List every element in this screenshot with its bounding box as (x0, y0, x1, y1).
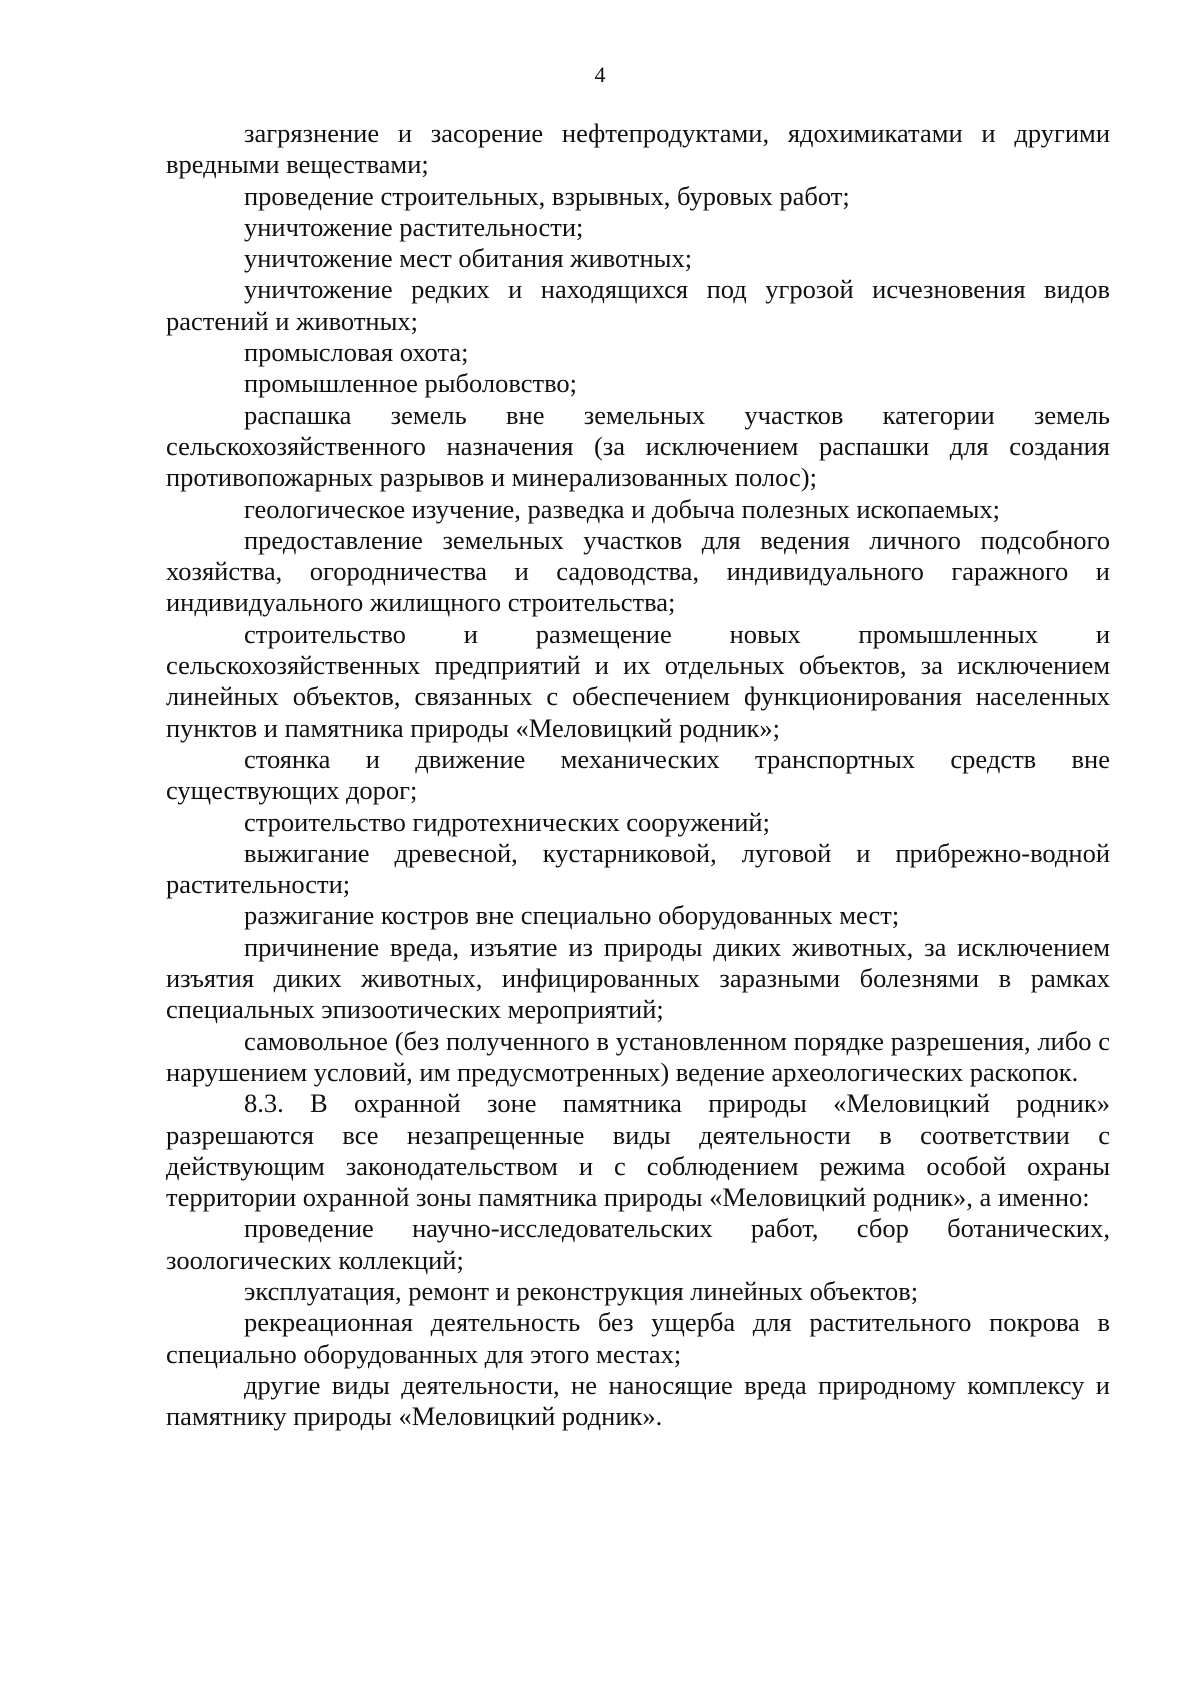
page-number: 4 (594, 62, 606, 87)
paragraph-fishing: промышленное рыболовство; (244, 368, 578, 399)
paragraph-bonfires: разжигание костров вне специально оборудованных мест; (244, 900, 900, 931)
document-body (166, 118, 1110, 1432)
paragraph-rare-species: уничтожение редких и находящихся под угрозой исчезновения видов растений и животных; (166, 274, 1110, 336)
paragraph-vegetation-destruction: уничтожение растительности; (244, 211, 584, 242)
paragraph-land-allocation: предоставление земельных участков для ведения личного подсобного хозяйства, огородничества и садоводства, индивидуального гаражного и индивидуального жилищного строительства; (166, 524, 1110, 618)
paragraph-construction-works: проведение строительных, взрывных, буровых работ; (244, 180, 850, 211)
paragraph-research: проведение научно-исследовательских работ, сбор ботанических, зоологических коллекций; (166, 1213, 1110, 1275)
paragraph-ploughing: распашка земель вне земельных участков категории земель сельскохозяйственного назначения (за исключением распашки для создания противопожарных разрывов и минерализованных полос); (166, 399, 1110, 493)
paragraph-excavations: самовольное (без полученного в установленном порядке разрешения, либо с нарушением условий, им предусмотренных) ведение археологических раскопок. (166, 1025, 1110, 1087)
paragraph-wildlife-harm: причинение вреда, изъятие из природы диких животных, за исключением изъятия диких животных, инфицированных заразными болезнями в рамках специальных эпизоотических мероприятий; (166, 931, 1110, 1025)
paragraph-linear-objects: эксплуатация, ремонт и реконструкция линейных объектов; (244, 1275, 919, 1306)
paragraph-pollution: загрязнение и засорение нефтепродуктами, ядохимикатами и другими вредными веществами; (166, 118, 1110, 180)
paragraph-other-activities: другие виды деятельности, не наносящие вреда природному комплексу и памятнику природы «Меловицкий родник». (166, 1369, 1110, 1432)
paragraph-new-enterprises: строительство и размещение новых промышленных и сельскохозяйственных предприятий и их отдельных объектов, за исключением линейных объектов, связанных с обеспечением функционирования населенных пунктов и памятника природы «Меловицкий родник»; (166, 618, 1110, 743)
paragraph-section-8-3: 8.3. В охранной зоне памятника природы «Меловицкий родник» разрешаются все незапрещенные виды деятельности в соответствии с действующим законодательством и с соблюдением режима особой охраны территории охранной зоны памятника природы «Меловицкий родник», а именно: (166, 1088, 1110, 1213)
paragraph-geology: геологическое изучение, разведка и добыча полезных ископаемых; (244, 493, 1000, 524)
paragraph-recreation: рекреационная деятельность без ущерба для растительного покрова в специально оборудованных для этого местах; (166, 1307, 1110, 1369)
paragraph-hunting: промысловая охота; (244, 337, 469, 368)
paragraph-hydro-structures: строительство гидротехнических сооружений; (244, 806, 770, 837)
paragraph-burning: выжигание древесной, кустарниковой, луговой и прибрежно-водной растительности; (166, 837, 1110, 900)
paragraph-habitat-destruction: уничтожение мест обитания животных; (244, 243, 693, 274)
paragraph-vehicles: стоянка и движение механических транспортных средств вне существующих дорог; (166, 743, 1110, 806)
